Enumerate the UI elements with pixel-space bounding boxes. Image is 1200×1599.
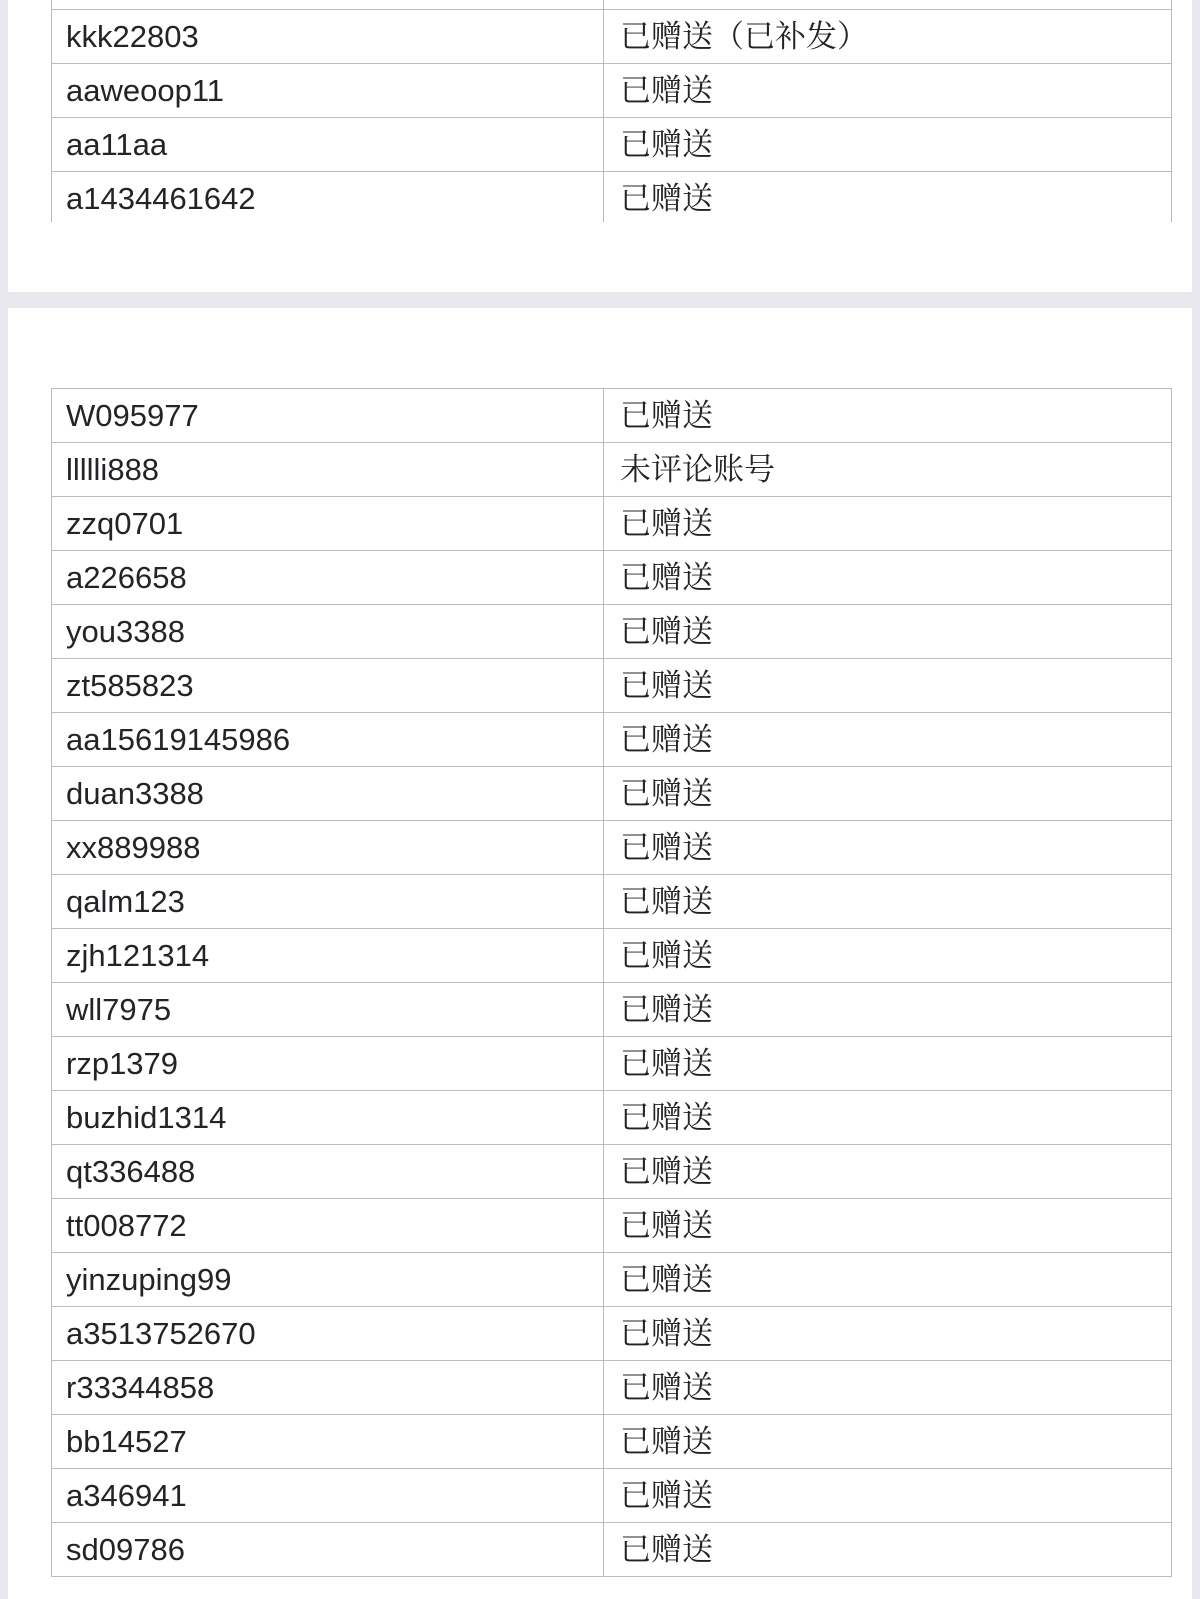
account-status-cell: 已赠送 — [604, 605, 1172, 659]
account-status-cell: 未评论账号 — [604, 443, 1172, 497]
account-status-cell: 已赠送 — [604, 659, 1172, 713]
table-row — [52, 389, 1172, 443]
table-row — [52, 1523, 1172, 1577]
account-status-cell: 已赠送 — [604, 1037, 1172, 1091]
account-status-cell: 已赠送 — [604, 1145, 1172, 1199]
account-status-cell: 已赠送 — [604, 172, 1172, 223]
table-row — [52, 1469, 1172, 1523]
account-name-cell: kkk22803 — [52, 10, 604, 64]
account-list-card-bottom — [8, 308, 1192, 1599]
account-name-cell: W095977 — [52, 389, 604, 443]
table-row — [52, 875, 1172, 929]
account-status-cell: 已赠送 — [604, 497, 1172, 551]
account-table-bottom — [51, 388, 1172, 1577]
account-status-cell: 已赠送 — [604, 1307, 1172, 1361]
account-table-top — [51, 0, 1172, 222]
table-row — [52, 497, 1172, 551]
table-row — [52, 551, 1172, 605]
table-row — [52, 767, 1172, 821]
table-row — [52, 1253, 1172, 1307]
table-row — [52, 0, 1172, 10]
table-row — [52, 1091, 1172, 1145]
account-name-cell: duan3388 — [52, 767, 604, 821]
table-row — [52, 1199, 1172, 1253]
account-status-cell: 已赠送 — [604, 1253, 1172, 1307]
account-status-cell: 已赠送 — [604, 118, 1172, 172]
account-name-cell: qt336488 — [52, 1145, 604, 1199]
account-name-cell: zzq0701 — [52, 497, 604, 551]
table-row — [52, 1145, 1172, 1199]
account-status-cell: 已赠送 — [604, 875, 1172, 929]
table-row — [52, 443, 1172, 497]
table-row — [52, 983, 1172, 1037]
account-table-top-body — [52, 0, 1172, 222]
account-name-cell: zjh121314 — [52, 929, 604, 983]
account-name-cell: aa15619145986 — [52, 713, 604, 767]
table-row — [52, 929, 1172, 983]
account-table-bottom-body — [52, 389, 1172, 1577]
account-name-cell — [52, 0, 604, 10]
account-name-cell: aa11aa — [52, 118, 604, 172]
account-name-cell: sd09786 — [52, 1523, 604, 1577]
account-table-top-clip — [8, 0, 1192, 222]
account-status-cell: 已赠送 — [604, 1361, 1172, 1415]
account-name-cell: xx889988 — [52, 821, 604, 875]
account-name-cell: yinzuping99 — [52, 1253, 604, 1307]
account-status-cell: 已赠送 — [604, 551, 1172, 605]
table-row — [52, 659, 1172, 713]
account-list-card-top — [8, 0, 1192, 292]
table-row — [52, 713, 1172, 767]
account-name-cell: a1434461642 — [52, 172, 604, 223]
account-name-cell: r33344858 — [52, 1361, 604, 1415]
account-status-cell: 已赠送（已补发） — [604, 10, 1172, 64]
table-row — [52, 605, 1172, 659]
account-status-cell: 已赠送 — [604, 1199, 1172, 1253]
account-status-cell: 已赠送 — [604, 1415, 1172, 1469]
table-row — [52, 10, 1172, 64]
account-status-cell: 已赠送 — [604, 1091, 1172, 1145]
account-name-cell: rzp1379 — [52, 1037, 604, 1091]
table-row — [52, 1307, 1172, 1361]
account-name-cell: zt585823 — [52, 659, 604, 713]
account-status-cell: 已赠送 — [604, 767, 1172, 821]
table-row — [52, 1415, 1172, 1469]
account-status-cell: 已赠送 — [604, 1523, 1172, 1577]
account-name-cell: llllli888 — [52, 443, 604, 497]
account-name-cell: a346941 — [52, 1469, 604, 1523]
account-name-cell: wll7975 — [52, 983, 604, 1037]
table-row — [52, 172, 1172, 223]
account-name-cell: aaweoop11 — [52, 64, 604, 118]
account-name-cell: qalm123 — [52, 875, 604, 929]
account-status-cell: 已赠送 — [604, 929, 1172, 983]
account-status-cell: 已赠送 — [604, 389, 1172, 443]
table-row — [52, 821, 1172, 875]
account-name-cell: buzhid1314 — [52, 1091, 604, 1145]
table-row — [52, 118, 1172, 172]
account-table-bottom-clip — [8, 308, 1192, 1598]
account-name-cell: bb14527 — [52, 1415, 604, 1469]
account-status-cell: 已赠送 — [604, 64, 1172, 118]
account-name-cell: you3388 — [52, 605, 604, 659]
account-status-cell: 已赠送 — [604, 713, 1172, 767]
account-name-cell: a226658 — [52, 551, 604, 605]
account-name-cell: a3513752670 — [52, 1307, 604, 1361]
table-row — [52, 64, 1172, 118]
account-status-cell — [604, 0, 1172, 10]
account-name-cell: tt008772 — [52, 1199, 604, 1253]
table-row — [52, 1361, 1172, 1415]
card-gap-divider — [8, 292, 1192, 308]
account-status-cell: 已赠送 — [604, 821, 1172, 875]
table-row — [52, 1037, 1172, 1091]
account-status-cell: 已赠送 — [604, 1469, 1172, 1523]
account-status-cell: 已赠送 — [604, 983, 1172, 1037]
